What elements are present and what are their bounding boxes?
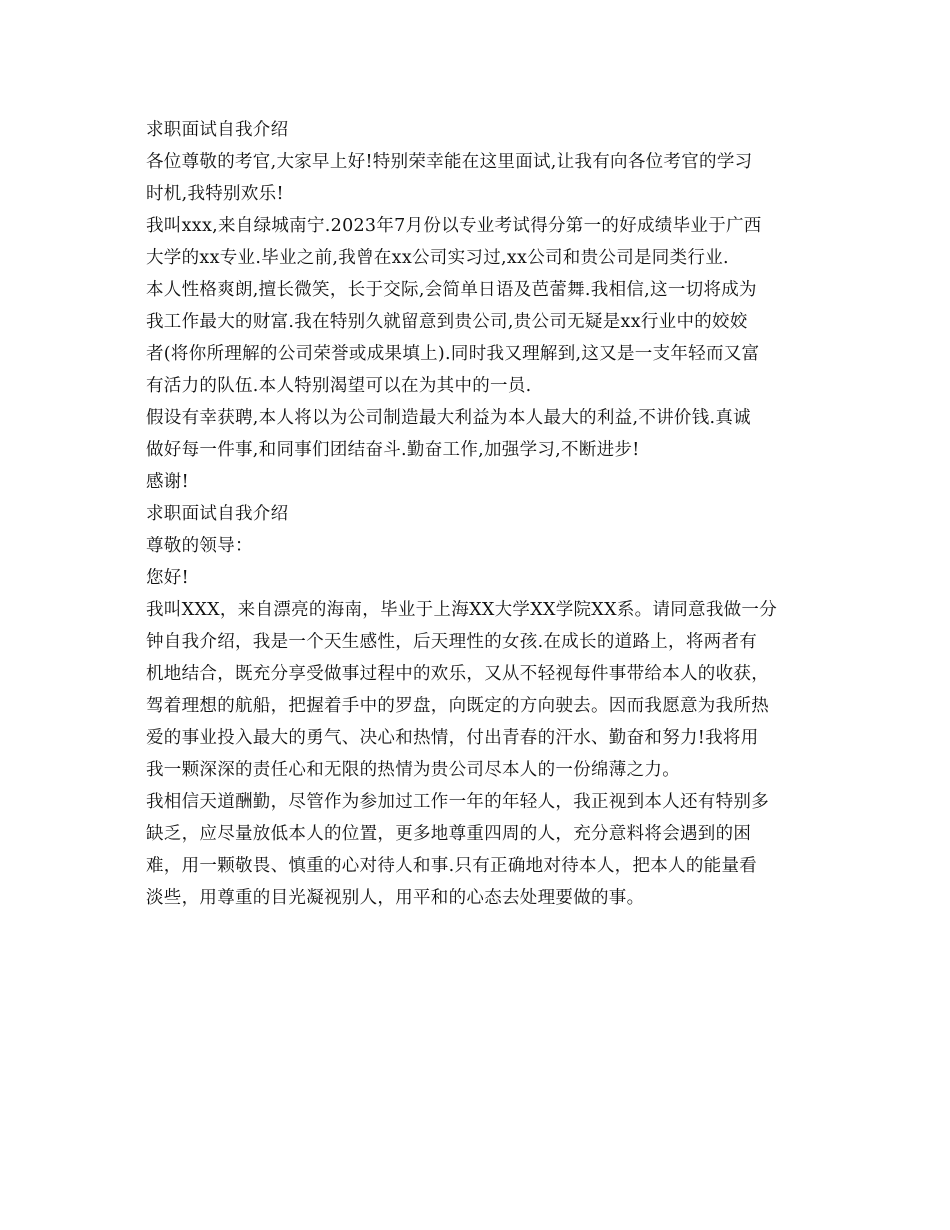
text-line: 我叫xxx,来自绿城南宁.2023年7月份以专业考试得分第一的好成绩毕业于广西 — [146, 216, 762, 236]
section-title: 求职面试自我介绍 — [146, 504, 289, 524]
greeting: 您好! — [146, 568, 189, 588]
text-line: 时机,我特别欢乐! — [146, 184, 284, 204]
text-line: 假设有幸获聘,本人将以为公司制造最大利益为本人最大的利益,不讲价钱.真诚 — [146, 408, 751, 428]
text-line: 爱的事业投入最大的勇气、决心和热情，付出青春的汗水、勤奋和努力!我将用 — [146, 728, 759, 748]
text-line: 钟自我介绍，我是一个天生感性，后天理性的女孩.在成长的道路上，将两者有 — [146, 632, 758, 652]
document-body — [146, 114, 806, 914]
text-line: 淡些，用尊重的目光凝视别人，用平和的心态去处理要做的事。 — [146, 888, 645, 908]
text-line: 做好每一件事,和同事们团结奋斗.勤奋工作,加强学习,不断进步! — [146, 440, 640, 460]
text-line: 本人性格爽朗,擅长微笑，长于交际,会简单日语及芭蕾舞.我相信,这一切将成为 — [146, 280, 757, 300]
section-title: 求职面试自我介绍 — [146, 120, 289, 140]
text-line: 我工作最大的财富.我在特别久就留意到贵公司,贵公司无疑是xx行业中的姣姣 — [146, 312, 748, 332]
text-line: 驾着理想的航船，把握着手中的罗盘，向既定的方向驶去。因而我愿意为我所热 — [146, 696, 769, 716]
text-line: 大学的xx专业.毕业之前,我曾在xx公司实习过,xx公司和贵公司是同类行业. — [146, 248, 729, 268]
text-line: 者(将你所理解的公司荣誉或成果填上).同时我又理解到,这又是一支年轻而又富 — [146, 344, 760, 364]
text-line: 我相信天道酬勤，尽管作为参加过工作一年的年轻人，我正视到本人还有特别多 — [146, 792, 769, 812]
text-line: 有活力的队伍.本人特别渴望可以在为其中的一员. — [146, 376, 532, 396]
text-line: 难，用一颗敬畏、慎重的心对待人和事.只有正确地对待本人，把本人的能量看 — [146, 856, 758, 876]
text-line: 我叫XXX，来自漂亮的海南，毕业于上海XX大学XX学院XX系。请同意我做一分 — [146, 600, 778, 620]
text-line: 机地结合，既充分享受做事过程中的欢乐，又从不轻视每件事带给本人的收获， — [146, 664, 769, 684]
salutation: 尊敬的领导： — [146, 536, 253, 556]
text-line: 感谢! — [146, 472, 189, 492]
text-line: 我一颗深深的责任心和无限的热情为贵公司尽本人的一份绵薄之力。 — [146, 760, 680, 780]
text-line: 各位尊敬的考官,大家早上好!特别荣幸能在这里面试,让我有向各位考官的学习 — [146, 152, 753, 172]
text-line: 缺乏，应尽量放低本人的位置，更多地尊重四周的人，充分意料将会遇到的困 — [146, 824, 752, 844]
